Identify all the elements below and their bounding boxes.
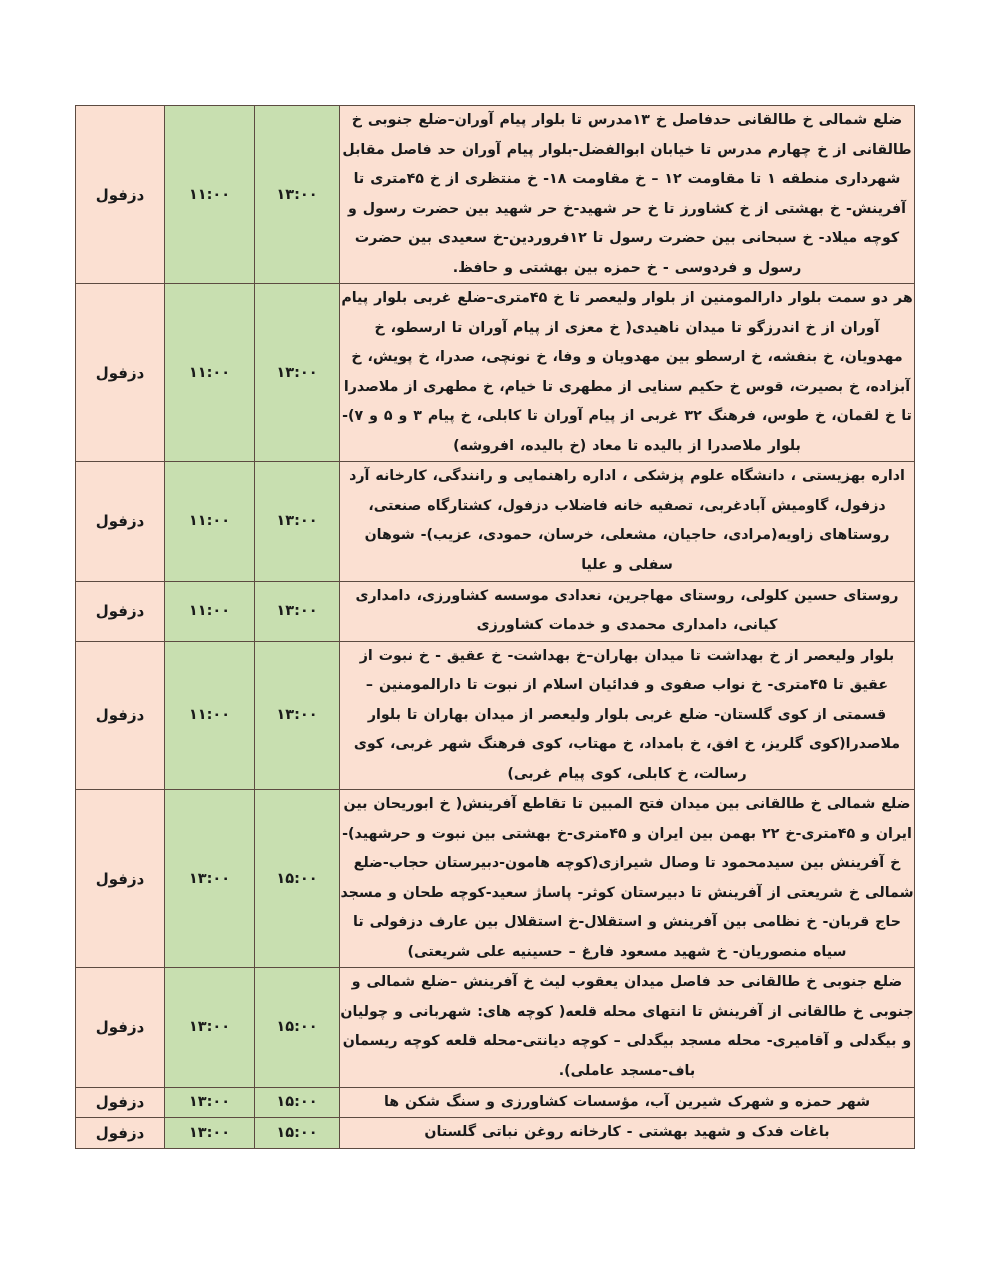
outage-end-time: ۱۵:۰۰ bbox=[255, 968, 340, 1087]
city-name: دزفول bbox=[76, 968, 165, 1087]
outage-end-time: ۱۵:۰۰ bbox=[255, 790, 340, 968]
outage-start-time: ۱۳:۰۰ bbox=[165, 790, 255, 968]
table-row bbox=[76, 106, 915, 284]
outage-area-description: بلوار ولیعصر از خ بهداشت تا میدان بهاران–خ بهداشت- خ عقیق - خ نبوت از عقیق تا ۴۵متری- خ نواب صفوی و فدائیان اسلام از نبوت تا دارالمومنین –قسمتی از کوی گلستان- ضلع غربی بلوار ولیعصر از میدان بهاران تا بلوار ملاصدرا(کوی گلریز، خ افق، خ بامداد، خ مهتاب، کوی فرهنگ شهر غربی، کوی رسالت، خ کابلی، کوی پیام غربی) bbox=[340, 641, 915, 790]
city-name: دزفول bbox=[76, 1118, 165, 1149]
outage-start-time: ۱۱:۰۰ bbox=[165, 581, 255, 641]
outage-area-description: اداره بهزیستی ، دانشگاه علوم پزشکی ، اداره راهنمایی و رانندگی، کارخانه آرد دزفول، گاومیش آبادغربی، تصفیه خانه فاضلاب دزفول، کشتارگاه صنعتی، روستاهای زاویه(مرادی، حاجیان، مشعلی، خرسان، حمودی، عزیب)- شوهان سفلی و علیا bbox=[340, 462, 915, 581]
outage-end-time: ۱۳:۰۰ bbox=[255, 106, 340, 284]
table-row bbox=[76, 790, 915, 968]
table-row bbox=[76, 641, 915, 790]
outage-end-time: ۱۳:۰۰ bbox=[255, 462, 340, 581]
outage-start-time: ۱۳:۰۰ bbox=[165, 1118, 255, 1149]
outage-area-description: هر دو سمت بلوار دارالمومنین از بلوار ولیعصر تا خ ۴۵متری–ضلع غربی بلوار پیام آوران از خ اندرزگو تا میدان ناهیدی( خ معزی از پیام آوران تا ارسطو، خ مهدویان، خ بنفشه، خ ارسطو بین مهدویان و وفا، خ نونچی، صدرا، خ پویش، خ آبزاده، خ بصیرت، قوس خ حکیم سنایی از مطهری تا خیام، خ مطهری از ملاصدرا تا خ لقمان، خ طوس، فرهنگ ۳۲ غربی از پیام آوران تا کابلی، خ پیام ۳ و ۵ و ۷)- بلوار ملاصدرا از بالیده تا معاد (خ بالیده، افروشه) bbox=[340, 284, 915, 462]
outage-start-time: ۱۱:۰۰ bbox=[165, 106, 255, 284]
outage-start-time: ۱۱:۰۰ bbox=[165, 641, 255, 790]
outage-area-description: باغات فدک و شهید بهشتی - کارخانه روغن نباتی گلستان bbox=[340, 1118, 915, 1149]
table-row bbox=[76, 1087, 915, 1118]
table-row bbox=[76, 284, 915, 462]
outage-area-description: روستای حسین کلولی، روستای مهاجرین، نعدادی موسسه کشاورزی، دامداری کیانی، دامداری محمدی و خدمات کشاورزی bbox=[340, 581, 915, 641]
city-name: دزفول bbox=[76, 462, 165, 581]
outage-start-time: ۱۱:۰۰ bbox=[165, 284, 255, 462]
table-row bbox=[76, 462, 915, 581]
outage-end-time: ۱۳:۰۰ bbox=[255, 581, 340, 641]
outage-area-description: ضلع جنوبی خ طالقانی حد فاصل میدان یعقوب لیث خ آفرینش –ضلع شمالی و جنوبی خ طالقانی از آفرینش تا انتهای محله قلعه( کوچه های: شهربانی و چولیان و بیگدلی و آقامیری- محله مسجد بیگدلی – کوچه دیانتی-محله قلعه کوچه ریسمان باف-مسجد عاملی). bbox=[340, 968, 915, 1087]
city-name: دزفول bbox=[76, 106, 165, 284]
outage-end-time: ۱۵:۰۰ bbox=[255, 1087, 340, 1118]
table-row bbox=[76, 1118, 915, 1149]
outage-table-body bbox=[76, 106, 915, 1149]
city-name: دزفول bbox=[76, 284, 165, 462]
table-row bbox=[76, 968, 915, 1087]
outage-end-time: ۱۵:۰۰ bbox=[255, 1118, 340, 1149]
city-name: دزفول bbox=[76, 581, 165, 641]
outage-schedule-table bbox=[75, 105, 915, 1149]
outage-area-description: ضلع شمالی خ طالقانی حدفاصل خ ۱۳مدرس تا بلوار پیام آوران–ضلع جنوبی خ طالقانی از خ چهارم مدرس تا خیابان ابوالفضل-بلوار پیام آوران حد فاصل مقابل شهرداری منطقه ۱ تا مقاومت ۱۲ – خ مقاومت ۱۸- خ منتظری از خ ۴۵متری تا آفرینش- خ بهشتی از خ کشاورز تا خ حر شهید-خ حر شهید بین حضرت رسول و کوچه میلاد- خ سبحانی بین حضرت رسول تا ۱۲فروردین-خ سعیدی بین حضرت رسول و فردوسی - خ حمزه بین بهشتی و حافظ. bbox=[340, 106, 915, 284]
outage-area-description: شهر حمزه و شهرک شیرین آب، مؤسسات کشاورزی و سنگ شکن ها bbox=[340, 1087, 915, 1118]
city-name: دزفول bbox=[76, 1087, 165, 1118]
outage-start-time: ۱۳:۰۰ bbox=[165, 1087, 255, 1118]
city-name: دزفول bbox=[76, 641, 165, 790]
outage-start-time: ۱۱:۰۰ bbox=[165, 462, 255, 581]
outage-start-time: ۱۳:۰۰ bbox=[165, 968, 255, 1087]
table-row bbox=[76, 581, 915, 641]
city-name: دزفول bbox=[76, 790, 165, 968]
outage-area-description: ضلع شمالی خ طالقانی بین میدان فتح المبین تا تقاطع آفرینش( خ ابوریحان بین ایران و ۴۵متری-خ ۲۲ بهمن بین ایران و ۴۵متری-خ بهشتی بین نبوت و حرشهید)-خ آفرینش بین سیدمحمود تا وصال شیرازی(کوچه هامون-دبیرستان حجاب-ضلع شمالی خ شریعتی از آفرینش تا دبیرستان کوثر- پاساژ سعید-کوچه طحان و مسجد حاج قربان- خ نظامی بین آفرینش و استقلال-خ استقلال بین عارف دزفولی تا سیاه منصوریان- خ شهید مسعود فارغ – حسینیه علی شریعتی) bbox=[340, 790, 915, 968]
outage-end-time: ۱۳:۰۰ bbox=[255, 641, 340, 790]
outage-end-time: ۱۳:۰۰ bbox=[255, 284, 340, 462]
